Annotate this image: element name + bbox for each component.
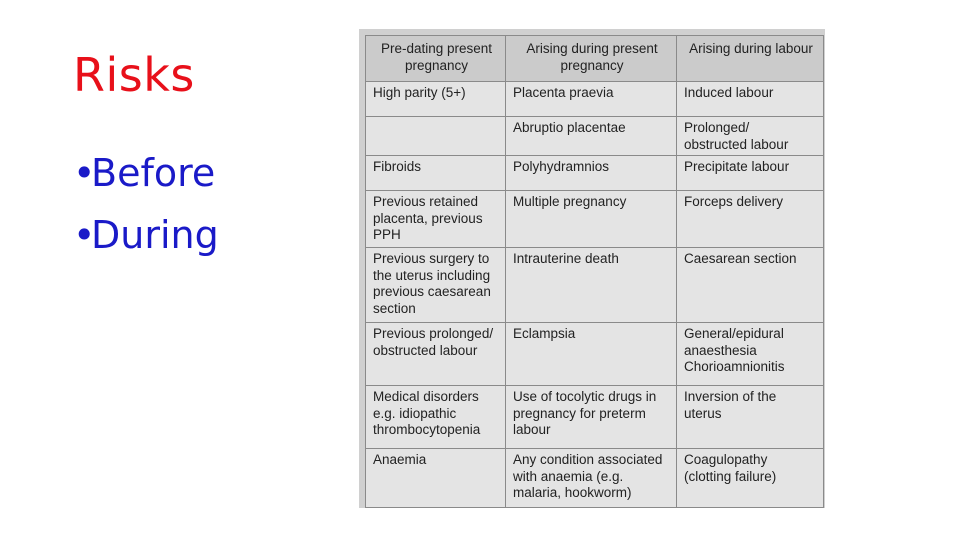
table-cell: Previous retained placenta, previous PPH — [366, 191, 506, 248]
table-cell: Inversion of the uterus — [677, 386, 824, 449]
bullet-item — [73, 212, 219, 274]
header-arising-pregnancy: Arising during present pregnancy — [506, 36, 677, 82]
table-cell: Placenta praevia — [506, 82, 677, 117]
bullet-dot: • — [73, 213, 96, 257]
table-cell: Use of tocolytic drugs in pregnancy for preterm labour — [506, 386, 677, 449]
table-cell: Anaemia — [366, 449, 506, 508]
table-cell — [366, 117, 506, 156]
risk-table — [365, 35, 824, 508]
table-row — [366, 248, 824, 323]
table-cell: Forceps delivery — [677, 191, 824, 248]
table-row — [366, 82, 824, 117]
table-cell: Eclampsia — [506, 323, 677, 386]
table-row — [366, 156, 824, 191]
table-row — [366, 386, 824, 449]
table-row — [366, 191, 824, 248]
table-cell: High parity (5+) — [366, 82, 506, 117]
header-arising-labour: Arising during labour — [677, 36, 824, 82]
table-cell: Multiple pregnancy — [506, 191, 677, 248]
table-cell: Polyhydramnios — [506, 156, 677, 191]
table-cell: Medical disorders e.g. idiopathic thrombocytopenia — [366, 386, 506, 449]
table-cell: Induced labour — [677, 82, 824, 117]
table-row — [366, 117, 824, 156]
table-cell: Abruptio placentae — [506, 117, 677, 156]
slide-title: Risks — [73, 48, 195, 102]
bullet-text: During — [91, 213, 219, 257]
table-cell: Coagulopathy (clotting failure) — [677, 449, 824, 508]
table-header-row — [366, 36, 824, 82]
table-cell: General/epidural anaesthesia Chorioamnionitis — [677, 323, 824, 386]
table-cell: Fibroids — [366, 156, 506, 191]
table-row — [366, 449, 824, 508]
header-pre-dating: Pre-dating present pregnancy — [366, 36, 506, 82]
bullet-dot: • — [73, 151, 96, 195]
risk-table-image — [359, 29, 825, 508]
table-cell: Previous surgery to the uterus including previous caesarean section — [366, 248, 506, 323]
table-cell: Intrauterine death — [506, 248, 677, 323]
bullet-text: Before — [91, 151, 216, 195]
table-cell: Precipitate labour — [677, 156, 824, 191]
bullet-item — [73, 150, 219, 212]
table-cell: Caesarean section — [677, 248, 824, 323]
table-row — [366, 323, 824, 386]
table-cell: Previous prolonged/ obstructed labour — [366, 323, 506, 386]
table-cell: Prolonged/ obstructed labour — [677, 117, 824, 156]
bullet-list — [73, 150, 219, 274]
table-cell: Any condition associated with anaemia (e.g. malaria, hookworm) — [506, 449, 677, 508]
